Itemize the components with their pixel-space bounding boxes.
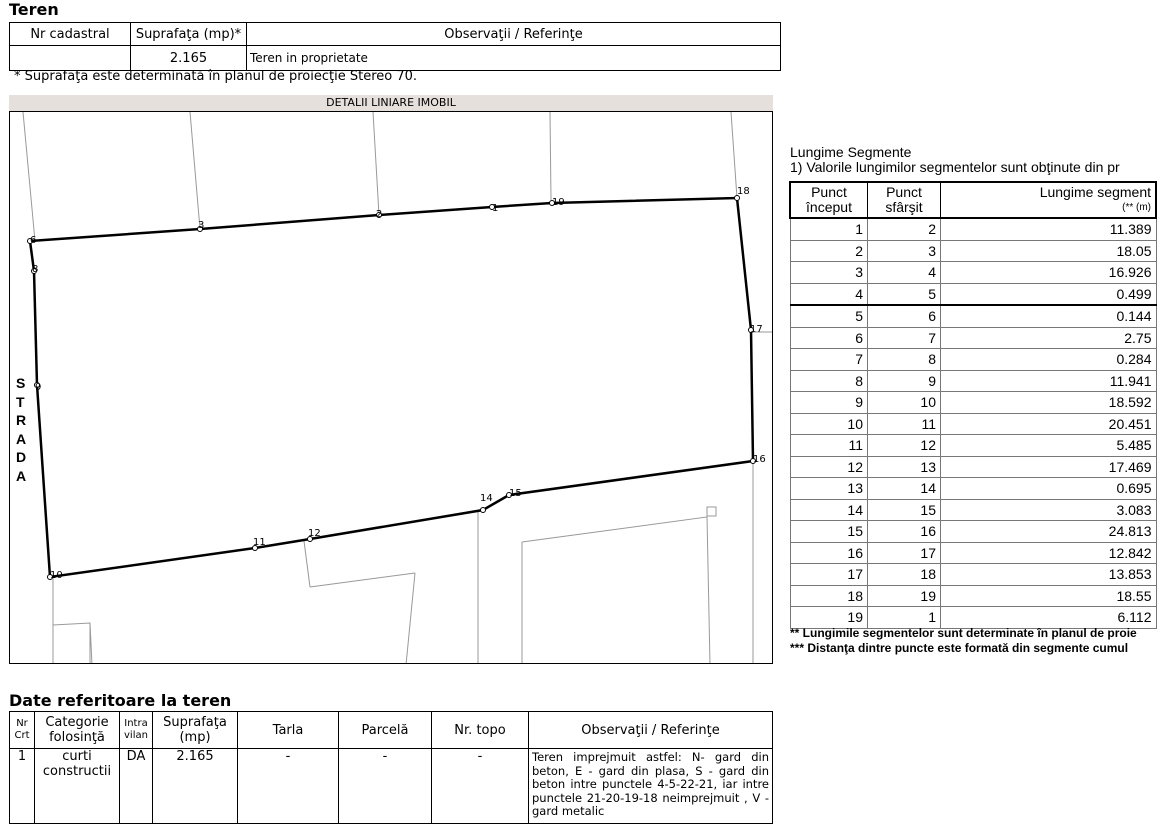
segment-length: 0.695 — [941, 478, 1157, 500]
segment-start: 8 — [790, 370, 868, 392]
point-label-10: 10 — [50, 570, 63, 581]
point-label-18: 18 — [737, 186, 750, 197]
segment-length: 18.05 — [941, 240, 1157, 262]
observatii-text: Teren imprejmuit astfel: N- gard din beton, E - gard din plasa, S - gard din beton intre punctele 4-5-22-21, iar intre punctele 21-20-19-18 neimprejmuit , V - gard metalic — [532, 751, 769, 818]
segment-row — [790, 435, 1156, 457]
segment-start: 4 — [790, 283, 868, 305]
header-suprafata-date: Suprafaţa (mp) — [153, 712, 238, 749]
segment-end: 5 — [868, 283, 941, 305]
segment-row — [790, 218, 1156, 240]
segment-end: 12 — [868, 435, 941, 457]
segment-start: 13 — [790, 478, 868, 500]
segment-length: 11.941 — [941, 370, 1157, 392]
header-lungime-label: Lungime segment — [1039, 184, 1151, 200]
segment-end: 11 — [868, 413, 941, 435]
neighbor-lines — [23, 112, 773, 664]
street-label — [16, 374, 26, 485]
segments-body — [790, 218, 1156, 628]
segment-row — [790, 262, 1156, 284]
cell-nr-cadastral — [10, 46, 131, 71]
segment-end: 13 — [868, 456, 941, 478]
segment-end: 19 — [868, 585, 941, 607]
cell-suprafata-date: 2.165 — [153, 749, 238, 824]
segment-row — [790, 413, 1156, 435]
street-letter: R — [16, 412, 27, 428]
street-letter: D — [16, 449, 27, 465]
header-nr-cadastral: Nr cadastral — [10, 23, 131, 46]
header-lungime-unit: (** (m) — [1122, 202, 1151, 213]
segment-end: 1 — [868, 607, 941, 629]
point-label-9: 9 — [35, 382, 42, 393]
point-marker-14 — [481, 508, 486, 513]
segment-length: 24.813 — [941, 521, 1157, 543]
date-table — [9, 711, 773, 824]
header-intravilan: Intra vilan — [120, 712, 153, 749]
segment-start: 16 — [790, 542, 868, 564]
segment-row — [790, 521, 1156, 543]
cell-observatii-date — [529, 749, 773, 824]
segment-start: 7 — [790, 349, 868, 371]
cell-nr-topo: - — [432, 749, 529, 824]
header-parcela: Parcelă — [339, 712, 432, 749]
segment-row — [790, 283, 1156, 305]
segment-start: 14 — [790, 499, 868, 521]
point-markers — [28, 196, 756, 580]
header-lungime — [941, 182, 1157, 218]
segment-start: 18 — [790, 585, 868, 607]
cell-observatii: Teren in proprietate — [247, 46, 781, 71]
header-nr-crt: Nr Crt — [10, 712, 35, 749]
point-label-8: 8 — [32, 264, 39, 275]
map-header: DETALII LINIARE IMOBIL — [9, 95, 773, 111]
cell-parcela: - — [339, 749, 432, 824]
segment-end: 7 — [868, 327, 941, 349]
header-tarla: Tarla — [238, 712, 339, 749]
segments-table — [789, 181, 1157, 629]
segment-length: 12.842 — [941, 542, 1157, 564]
segment-end: 8 — [868, 349, 941, 371]
segment-row — [790, 327, 1156, 349]
segment-length: 17.469 — [941, 456, 1157, 478]
point-label-14: 14 — [480, 493, 493, 504]
segment-length: 0.284 — [941, 349, 1157, 371]
segment-start: 2 — [790, 240, 868, 262]
segment-end: 10 — [868, 392, 941, 414]
street-letter: A — [16, 467, 27, 484]
street-letter: A — [16, 430, 27, 447]
point-label-16: 16 — [753, 454, 766, 465]
point-label-6: 6 — [30, 235, 37, 246]
segment-row — [790, 305, 1156, 327]
segment-length: 20.451 — [941, 413, 1157, 435]
segment-length: 2.75 — [941, 327, 1157, 349]
point-label-12: 12 — [308, 528, 321, 539]
segment-end: 9 — [868, 370, 941, 392]
teren-footnote: * Suprafaţa este determinată în planul de proiecţie Stereo 70. — [14, 69, 418, 84]
segment-start: 12 — [790, 456, 868, 478]
segment-end: 15 — [868, 499, 941, 521]
segment-row — [790, 478, 1156, 500]
segment-length: 13.853 — [941, 564, 1157, 586]
segment-end: 3 — [868, 240, 941, 262]
segment-start: 1 — [790, 218, 868, 240]
segments-note3: *** Distanţa dintre puncte este formată din segmente cumul — [790, 641, 1129, 655]
segment-start: 5 — [790, 305, 868, 327]
segment-start: 19 — [790, 607, 868, 629]
segment-end: 2 — [868, 218, 941, 240]
segment-start: 11 — [790, 435, 868, 457]
map-panel — [9, 111, 773, 664]
segment-row — [790, 240, 1156, 262]
parcel-map — [10, 112, 773, 664]
segment-row — [790, 542, 1156, 564]
teren-table — [9, 22, 781, 71]
segment-row — [790, 564, 1156, 586]
segment-start: 3 — [790, 262, 868, 284]
segment-end: 4 — [868, 262, 941, 284]
segment-length: 6.112 — [941, 607, 1157, 629]
point-label-3: 3 — [198, 220, 205, 231]
point-label-15: 15 — [509, 488, 522, 499]
segment-row — [790, 370, 1156, 392]
segments-note1: 1) Valorile lungimilor segmentelor sunt obţinute din pr — [790, 159, 1120, 175]
header-categorie: Categorie folosinţă — [35, 712, 120, 749]
header-punct-inceput: Punct început — [790, 182, 868, 218]
segment-start: 15 — [790, 521, 868, 543]
segment-length: 5.485 — [941, 435, 1157, 457]
header-suprafata: Suprafaţa (mp)* — [131, 23, 247, 46]
segment-row — [790, 392, 1156, 414]
segment-end: 14 — [868, 478, 941, 500]
header-observatii: Observaţii / Referinţe — [247, 23, 781, 46]
segment-length: 0.499 — [941, 283, 1157, 305]
date-title: Date referitoare la teren — [9, 691, 232, 710]
segment-length: 18.55 — [941, 585, 1157, 607]
segment-length: 16.926 — [941, 262, 1157, 284]
segment-row — [790, 607, 1156, 629]
cell-intravilan: DA — [120, 749, 153, 824]
teren-title: Teren — [9, 0, 59, 19]
header-observatii-date: Observaţii / Referinţe — [529, 712, 773, 749]
point-label-1: 1 — [492, 203, 499, 214]
segment-length: 3.083 — [941, 499, 1157, 521]
point-label-17: 17 — [750, 324, 763, 335]
segment-row — [790, 499, 1156, 521]
cell-nr-crt: 1 — [10, 749, 35, 824]
segment-length: 0.144 — [941, 305, 1157, 327]
point-label-2: 2 — [376, 209, 383, 220]
segment-row — [790, 585, 1156, 607]
parcel-boundary — [30, 198, 753, 577]
street-letter: T — [16, 393, 25, 410]
segment-row — [790, 456, 1156, 478]
segment-end: 6 — [868, 305, 941, 327]
segment-row — [790, 349, 1156, 371]
segment-start: 17 — [790, 564, 868, 586]
point-label-11: 11 — [253, 537, 266, 548]
header-punct-sfarsit: Punct sfârşit — [868, 182, 941, 218]
point-label-19: 19 — [552, 197, 565, 208]
segment-end: 17 — [868, 542, 941, 564]
cell-categorie: curti constructii — [35, 749, 120, 824]
segment-length: 11.389 — [941, 218, 1157, 240]
segment-length: 18.592 — [941, 392, 1157, 414]
segment-end: 18 — [868, 564, 941, 586]
header-nr-topo: Nr. topo — [432, 712, 529, 749]
segment-end: 16 — [868, 521, 941, 543]
segment-start: 6 — [790, 327, 868, 349]
segment-start: 10 — [790, 413, 868, 435]
street-letter: S — [16, 375, 26, 391]
cell-tarla: - — [238, 749, 339, 824]
segment-start: 9 — [790, 392, 868, 414]
segments-note2: ** Lungimile segmentelor sunt determinate în planul de proie — [790, 626, 1137, 640]
cell-suprafata: 2.165 — [131, 46, 247, 71]
segments-title: Lungime Segmente — [790, 144, 912, 160]
